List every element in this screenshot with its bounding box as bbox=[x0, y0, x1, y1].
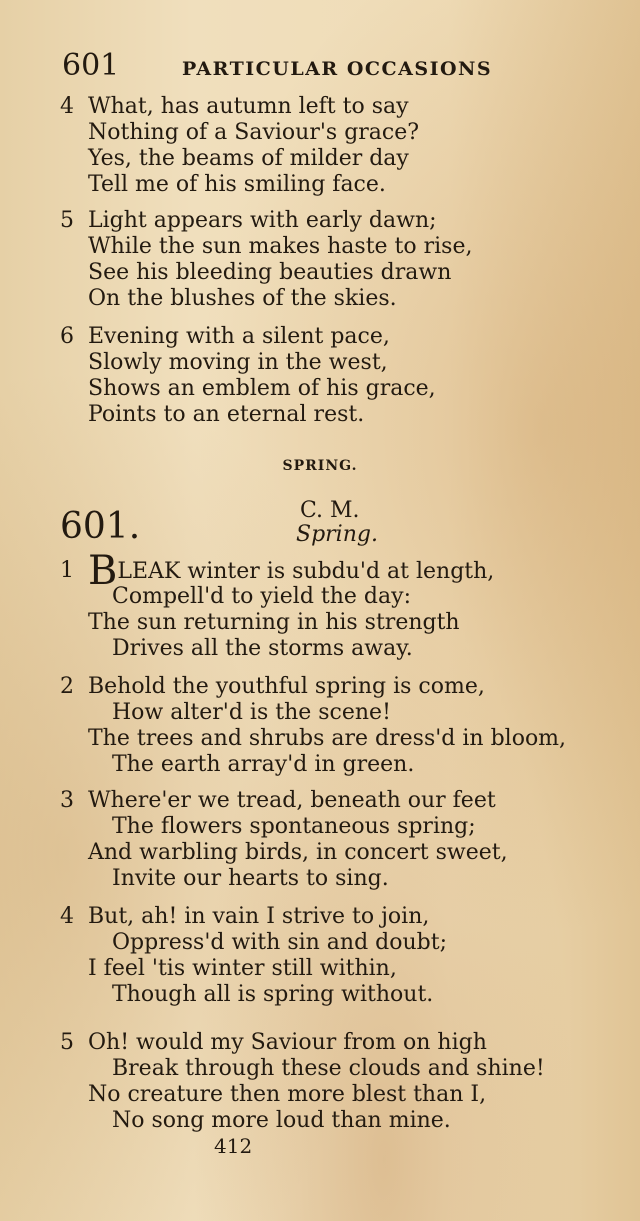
stanza-line: How alter'd is the scene! bbox=[112, 700, 391, 725]
stanza-line: The flowers spontaneous spring; bbox=[112, 814, 476, 839]
stanza-3 bbox=[60, 788, 580, 892]
stanza-line: 5 Oh! would my Saviour from on high bbox=[60, 1030, 487, 1055]
stanza-line: While the sun makes haste to rise, bbox=[88, 234, 473, 259]
stanza-5-prev bbox=[60, 208, 580, 312]
stanza-line: Tell me of his smiling face. bbox=[88, 172, 386, 197]
stanza-line: I feel 'tis winter still within, bbox=[88, 956, 397, 981]
stanza-1 bbox=[60, 548, 580, 662]
stanza-line: Though all is spring without. bbox=[112, 982, 434, 1007]
drop-cap: B bbox=[88, 548, 118, 594]
stanza-line: No creature then more blest than I, bbox=[88, 1082, 487, 1107]
stanza-number: 3 bbox=[60, 788, 74, 813]
hymn-heading bbox=[60, 498, 580, 558]
stanza-line: And warbling birds, in concert sweet, bbox=[88, 840, 508, 865]
stanza-line: 2 Behold the youthful spring is come, bbox=[60, 674, 485, 699]
stanza-number: 5 bbox=[60, 208, 74, 233]
stanza-line: 3 Where'er we tread, beneath our feet bbox=[60, 788, 496, 813]
stanza-line: Invite our hearts to sing. bbox=[112, 866, 389, 891]
stanza-line: See his bleeding beauties drawn bbox=[88, 260, 452, 285]
stanza-4 bbox=[60, 904, 580, 1008]
page-number: 412 bbox=[214, 1134, 253, 1158]
header-hymn-number: 601 bbox=[62, 48, 120, 83]
stanza-line: 1 BLEAK winter is subdu'd at length, bbox=[60, 548, 495, 594]
stanza-line: Drives all the storms away. bbox=[112, 636, 413, 661]
stanza-line: 4 But, ah! in vain I strive to join, bbox=[60, 904, 430, 929]
stanza-line: 5 Light appears with early dawn; bbox=[60, 208, 437, 233]
hymn-title: Spring. bbox=[296, 522, 378, 547]
stanza-line: Points to an eternal rest. bbox=[88, 402, 365, 427]
stanza-line: Yes, the beams of milder day bbox=[88, 146, 409, 171]
stanza-line: Shows an emblem of his grace, bbox=[88, 376, 436, 401]
stanza-line: The sun returning in his strength bbox=[88, 610, 460, 635]
stanza-line: Oppress'd with sin and doubt; bbox=[112, 930, 447, 955]
stanza-line: Compell'd to yield the day: bbox=[112, 584, 411, 609]
stanza-number: 2 bbox=[60, 674, 74, 699]
stanza-line: The trees and shrubs are dress'd in bloom, bbox=[88, 726, 567, 751]
stanza-line: No song more loud than mine. bbox=[112, 1108, 451, 1133]
stanza-line: 4 What, has autumn left to say bbox=[60, 94, 409, 119]
stanza-number: 5 bbox=[60, 1030, 74, 1055]
stanza-number: 1 bbox=[60, 558, 74, 583]
stanza-4-prev bbox=[60, 94, 580, 198]
running-title: PARTICULAR OCCASIONS bbox=[182, 58, 493, 80]
hymn-number: 601. bbox=[60, 506, 141, 547]
stanza-5 bbox=[60, 1030, 580, 1134]
stanza-line: Break through these clouds and shine! bbox=[112, 1056, 545, 1081]
page-header bbox=[62, 48, 512, 88]
hymn-meter: C. M. bbox=[300, 498, 360, 523]
stanza-number: 6 bbox=[60, 324, 74, 349]
stanza-line: 6 Evening with a silent pace, bbox=[60, 324, 390, 349]
stanza-line: Slowly moving in the west, bbox=[88, 350, 388, 375]
section-title: SPRING. bbox=[282, 458, 358, 474]
stanza-line: On the blushes of the skies. bbox=[88, 286, 397, 311]
stanza-6-prev bbox=[60, 324, 580, 428]
stanza-number: 4 bbox=[60, 904, 74, 929]
stanza-line: Nothing of a Saviour's grace? bbox=[88, 120, 420, 145]
stanza-number: 4 bbox=[60, 94, 74, 119]
stanza-2 bbox=[60, 674, 580, 778]
stanza-line: The earth array'd in green. bbox=[112, 752, 415, 777]
